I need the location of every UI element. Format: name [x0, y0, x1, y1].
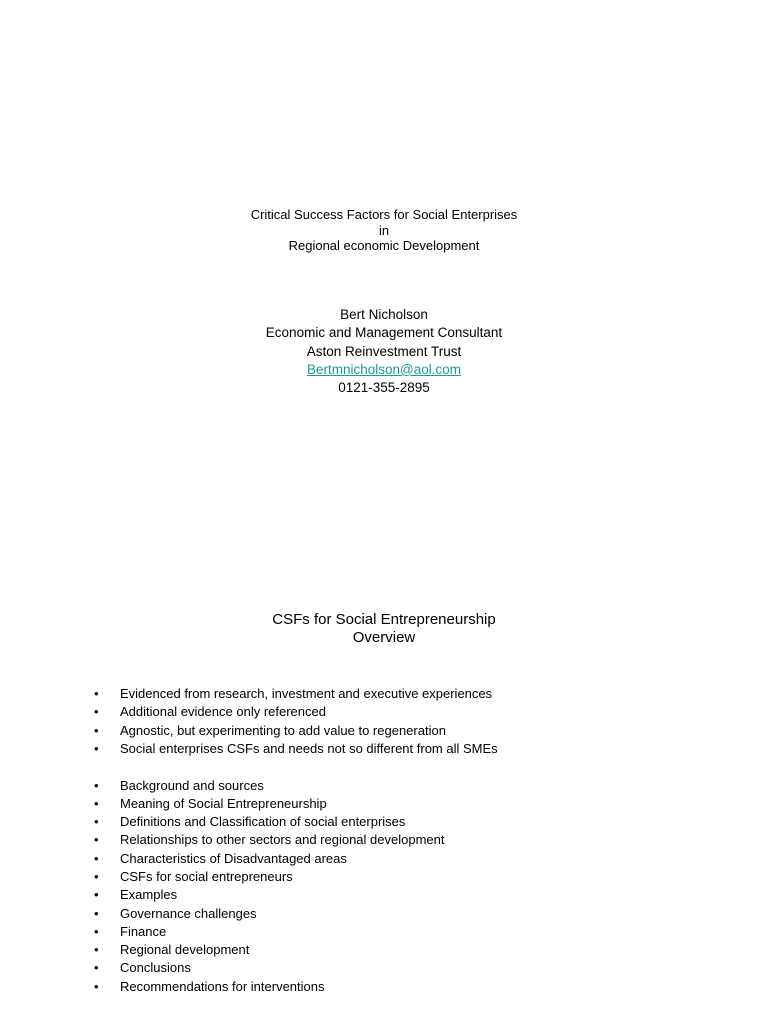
list-item — [0, 978, 768, 996]
list-item-text: Governance challenges — [120, 905, 257, 921]
author-block — [0, 306, 768, 397]
bullet-icon: • — [94, 704, 99, 720]
overview-heading — [0, 611, 768, 647]
list-item — [0, 685, 768, 703]
list-item-text: Regional development — [120, 942, 250, 958]
list-item-text: Definitions and Classification of social enterprises — [120, 814, 406, 830]
author-name: Bert Nicholson — [340, 307, 428, 322]
author-organization: Aston Reinvestment Trust — [306, 343, 462, 359]
author-email-link[interactable]: Bertmnicholson@aol.com — [306, 361, 462, 377]
bullet-icon: • — [94, 740, 99, 756]
document-title-block — [0, 207, 768, 254]
list-item — [0, 959, 768, 977]
bullet-icon: • — [94, 960, 99, 976]
list-item — [0, 703, 768, 721]
bullet-icon: • — [94, 942, 99, 958]
list-item-text: Meaning of Social Entrepreneurship — [120, 795, 327, 811]
list-item — [0, 813, 768, 831]
list-item — [0, 722, 768, 740]
bullet-icon: • — [94, 686, 99, 701]
bullet-icon: • — [94, 887, 99, 903]
overview-heading-line-2: Overview — [352, 629, 416, 646]
list-item-text: Agnostic, but experimenting to add value to regeneration — [120, 722, 446, 738]
title-line-3: Regional economic Development — [288, 238, 480, 253]
list-item-text: Evidenced from research, investment and executive experiences — [120, 686, 493, 701]
list-item — [0, 923, 768, 941]
author-role: Economic and Management Consultant — [265, 325, 503, 341]
list-item — [0, 777, 768, 795]
bullet-icon: • — [94, 777, 99, 793]
bullet-icon: • — [94, 832, 99, 848]
bullet-icon: • — [94, 905, 99, 921]
title-line-2: in — [378, 222, 390, 238]
list-item — [0, 868, 768, 886]
overview-bullet-list-2 — [0, 777, 768, 997]
list-item-text: Examples — [120, 887, 178, 903]
list-item-text: Recommendations for interventions — [120, 978, 325, 994]
bullet-icon: • — [94, 814, 99, 830]
list-item-text: Background and sources — [120, 777, 264, 793]
list-item — [0, 831, 768, 849]
list-item-text: CSFs for social entrepreneurs — [120, 868, 293, 884]
bullet-icon: • — [94, 795, 99, 811]
author-phone: 0121-355-2895 — [338, 380, 430, 396]
list-item-text: Additional evidence only referenced — [120, 704, 326, 720]
list-item — [0, 905, 768, 923]
overview-bullet-list-1 — [0, 685, 768, 758]
list-item-text: Finance — [120, 923, 167, 939]
list-item — [0, 740, 768, 758]
list-item — [0, 941, 768, 959]
bullet-icon: • — [94, 868, 99, 884]
list-item-text: Relationships to other sectors and regional development — [120, 832, 445, 848]
title-line-1: Critical Success Factors for Social Enterprises — [250, 207, 518, 222]
list-item — [0, 850, 768, 868]
list-item — [0, 795, 768, 813]
list-item — [0, 886, 768, 904]
list-item-text: Characteristics of Disadvantaged areas — [120, 850, 347, 866]
list-item-text: Conclusions — [120, 960, 191, 976]
bullet-icon: • — [94, 722, 99, 738]
bullet-icon: • — [94, 978, 99, 994]
overview-heading-line-1: CSFs for Social Entrepreneurship — [272, 611, 496, 628]
bullet-icon: • — [94, 850, 99, 866]
bullet-icon: • — [94, 923, 99, 939]
list-item-text: Social enterprises CSFs and needs not so different from all SMEs — [120, 740, 498, 756]
